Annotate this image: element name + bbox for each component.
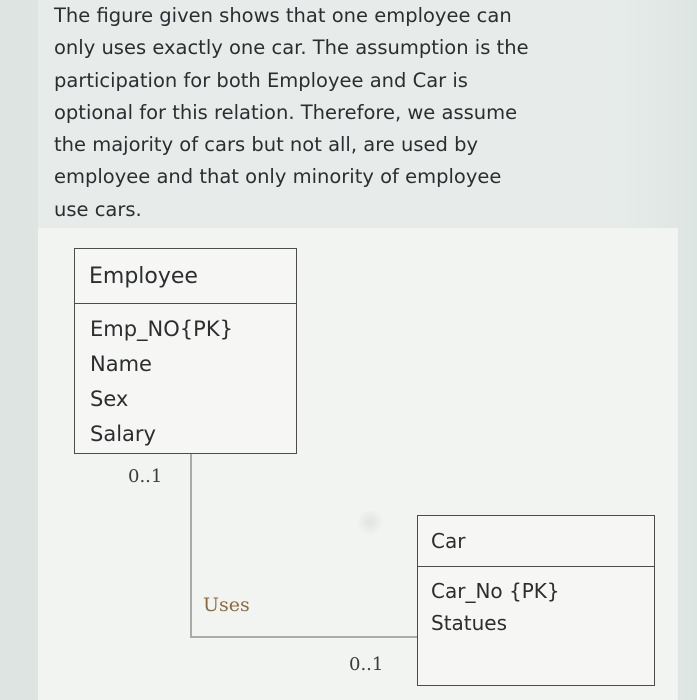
- description-paragraph: The figure given shows that one employee can only uses exactly one car. The assumption is the participation for both Employee and Car is optional for this relation. Therefore, we assume the majority of cars but not all, are used by employee and that only minority of employee use cars.: [54, 4, 529, 221]
- employee-attribute-list: [75, 304, 296, 452]
- relationship-line-horizontal: [190, 636, 419, 638]
- employee-attribute: Emp_NO{PK}: [90, 317, 233, 341]
- car-entity-title: Car: [418, 516, 654, 567]
- employee-attribute: Salary: [90, 422, 156, 446]
- car-attribute: Statues: [431, 611, 508, 635]
- employee-entity-title: Employee: [75, 249, 296, 304]
- employee-attribute: Name: [90, 352, 152, 376]
- employee-attribute: Sex: [90, 387, 129, 411]
- car-attribute: Car_No {PK}: [431, 579, 560, 603]
- car-attribute-list: [418, 567, 654, 639]
- paper-smudge: [355, 510, 385, 534]
- relationship-line-vertical: [190, 454, 192, 638]
- car-multiplicity: 0..1: [349, 654, 384, 675]
- car-entity-box: [417, 515, 655, 686]
- employee-multiplicity: 0..1: [128, 466, 163, 487]
- employee-entity-box: [74, 248, 297, 454]
- relationship-label: Uses: [203, 594, 250, 616]
